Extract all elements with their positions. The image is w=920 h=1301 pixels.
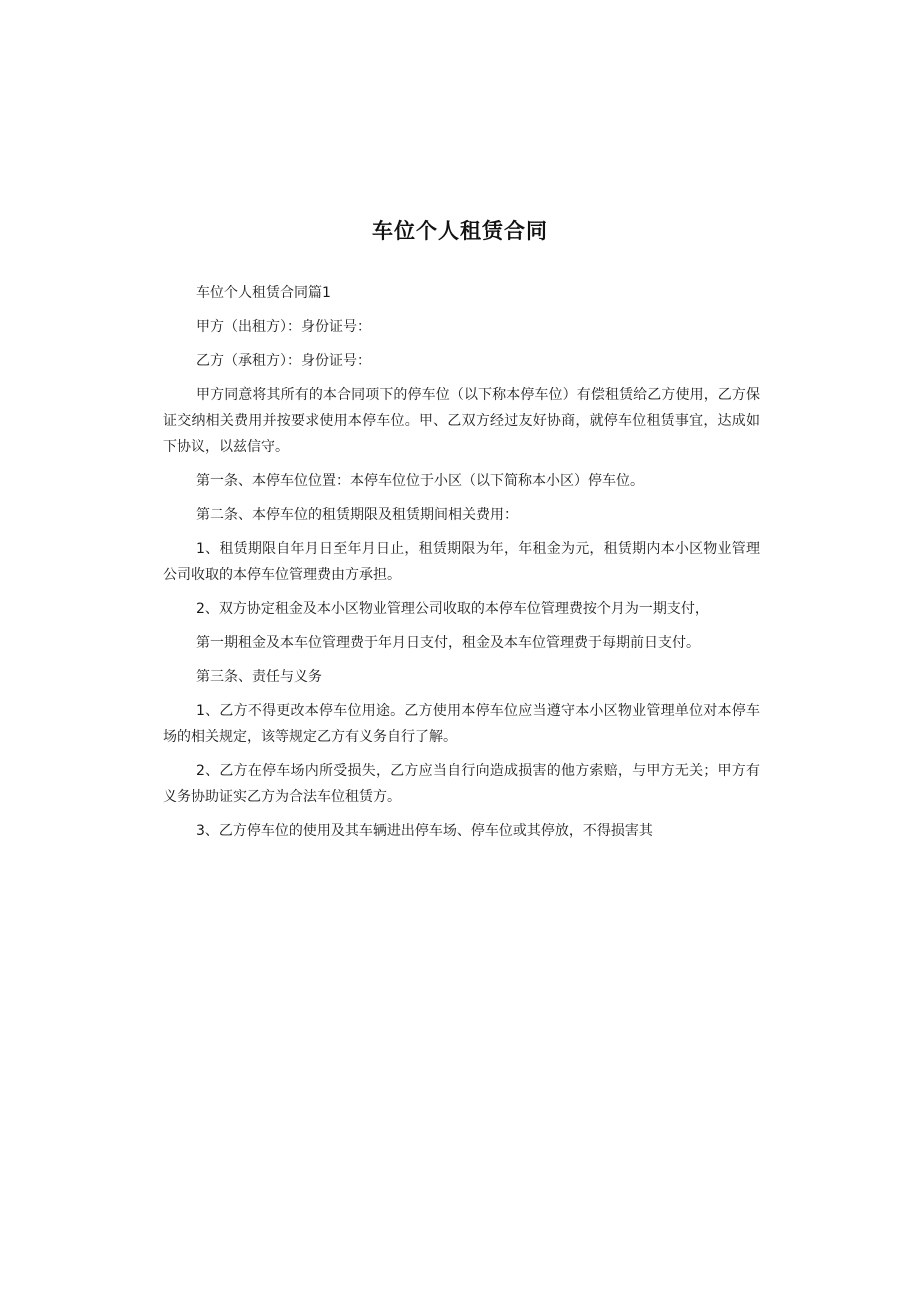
article-3-clause-1: 1、乙方不得更改本停车位用途。乙方使用本停车位应当遵守本小区物业管理单位对本停车场的相关规定，该等规定乙方有义务自行了解。 [163, 703, 760, 745]
article-3-heading: 第三条、责任与义务 [196, 669, 322, 685]
article-3-clause-3: 3、乙方停车位的使用及其车辆进出停车场、停车位或其停放，不得损害其 [196, 823, 653, 839]
party-a-line: 甲方（出租方）：身份证号： [196, 319, 371, 335]
article-2-clause-2: 2、双方协定租金及本小区物业管理公司收取的本停车位管理费按个月为一期支付， [196, 601, 709, 617]
preamble-paragraph: 甲方同意将其所有的本合同项下的停车位（以下称本停车位）有偿租赁给乙方使用，乙方保证交纳相关费用并按要求使用本停车位。甲、乙双方经过友好协商，就停车位租赁事宜，达成如下协议，以兹信守。 [163, 387, 760, 455]
party-b-line: 乙方（承租方）：身份证号： [196, 353, 371, 369]
document-body [163, 280, 760, 852]
article-2-clause-2-continued: 第一期租金及本车位管理费于年月日支付，租金及本车位管理费于每期前日支付。 [196, 635, 700, 651]
article-3-clause-2: 2、乙方在停车场内所受损失，乙方应当自行向造成损害的他方索赔，与甲方无关；甲方有义务协助证实乙方为合法车位租赁方。 [163, 763, 760, 805]
article-1-paragraph: 第一条、本停车位位置：本停车位位于小区（以下简称本小区）停车位。 [196, 473, 644, 489]
document-title: 车位个人租赁合同 [372, 219, 548, 243]
article-2-clause-1: 1、租赁期限自年月日至年月日止，租赁期限为年，年租金为元，租赁期内本小区物业管理公司收取的本停车位管理费由方承担。 [163, 541, 760, 583]
section-heading: 车位个人租赁合同篇1 [196, 285, 331, 301]
article-2-heading: 第二条、本停车位的租赁期限及租赁期间相关费用： [196, 507, 518, 523]
